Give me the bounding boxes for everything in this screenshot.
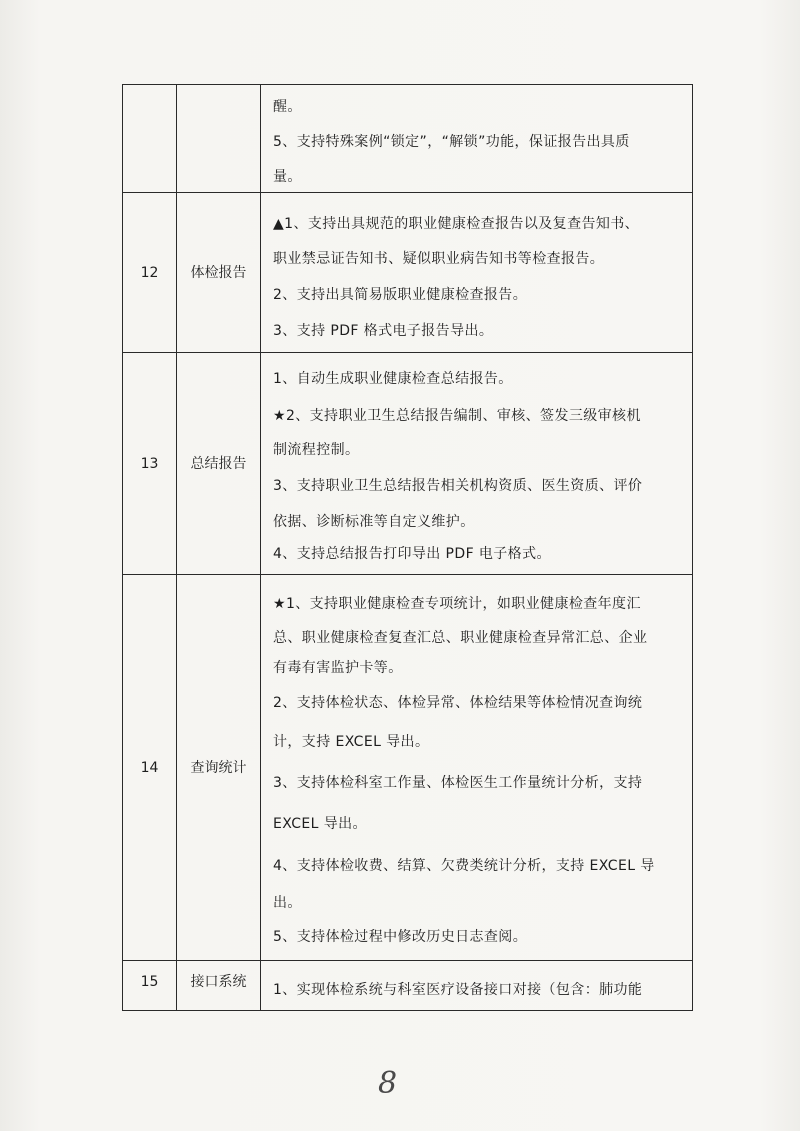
desc-line: ▲1、支持出具规范的职业健康检查报告以及复查告知书、 (273, 215, 640, 232)
row-number: 14 (123, 575, 177, 961)
desc-line: 5、支持体检过程中修改历史日志查阅。 (273, 928, 528, 945)
desc-line: ★1、支持职业健康检查专项统计，如职业健康检查年度汇 (273, 595, 641, 612)
desc-line: 制流程控制。 (273, 441, 360, 458)
desc-line: 3、支持 PDF 格式电子报告导出。 (273, 322, 494, 339)
desc-line: ★2、支持职业卫生总结报告编制、审核、签发三级审核机 (273, 407, 641, 424)
table-row-15 (123, 961, 693, 1011)
desc-line: 量。 (273, 168, 302, 185)
desc-line: 出。 (273, 894, 302, 911)
desc-line: 4、支持体检收费、结算、欠费类统计分析，支持 EXCEL 导 (273, 857, 655, 874)
table-row-12 (123, 193, 693, 353)
row-description (261, 193, 693, 353)
desc-line: 依据、诊断标准等自定义维护。 (273, 513, 475, 530)
row-module: 总结报告 (177, 353, 261, 575)
row-module: 查询统计 (177, 575, 261, 961)
row-description (261, 961, 693, 1011)
desc-line: 1、自动生成职业健康检查总结报告。 (273, 370, 513, 387)
row-number: 12 (123, 193, 177, 353)
desc-line: 有毒有害监护卡等。 (273, 659, 403, 676)
desc-line: 5、支持特殊案例“锁定”，“解锁”功能，保证报告出具质 (273, 133, 630, 150)
row-module (177, 85, 261, 193)
row-number (123, 85, 177, 193)
desc-line: 醒。 (273, 98, 302, 115)
desc-line: 4、支持总结报告打印导出 PDF 电子格式。 (273, 545, 551, 562)
desc-line: 职业禁忌证告知书、疑似职业病告知书等检查报告。 (273, 250, 605, 267)
table-row-13 (123, 353, 693, 575)
desc-line: 3、支持职业卫生总结报告相关机构资质、医生资质、评价 (273, 477, 643, 494)
desc-line: 2、支持出具简易版职业健康检查报告。 (273, 286, 528, 303)
row-module: 体检报告 (177, 193, 261, 353)
row-description (261, 85, 693, 193)
row-number: 15 (123, 961, 177, 1011)
desc-line: 总、职业健康检查复查汇总、职业健康检查异常汇总、企业 (273, 629, 648, 646)
row-module: 接口系统 (177, 961, 261, 1011)
page-number: 8 (378, 1066, 398, 1101)
desc-line: 3、支持体检科室工作量、体检医生工作量统计分析，支持 (273, 774, 643, 791)
table-row-14 (123, 575, 693, 961)
requirements-table (122, 84, 693, 1011)
desc-line: 计，支持 EXCEL 导出。 (273, 733, 430, 750)
table-row-continuation (123, 85, 693, 193)
row-description (261, 353, 693, 575)
desc-line: EXCEL 导出。 (273, 815, 367, 832)
desc-line: 2、支持体检状态、体检异常、体检结果等体检情况查询统 (273, 694, 643, 711)
row-number: 13 (123, 353, 177, 575)
row-description (261, 575, 693, 961)
desc-line: 1、实现体检系统与科室医疗设备接口对接（包含：肺功能 (273, 981, 643, 998)
